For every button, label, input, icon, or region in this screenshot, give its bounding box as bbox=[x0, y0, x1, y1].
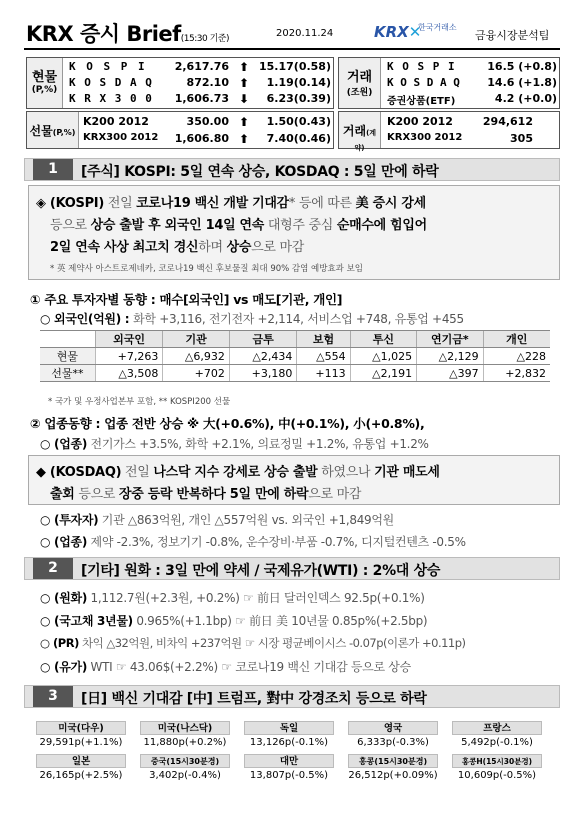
sector-trend-title: ② 업종동향 : 업종 전반 상승 ※ 大(+0.6%), 中(+0.1%), 小(+0.8%), bbox=[30, 416, 425, 431]
table-footnote: * 국가 및 우정사업본부 포함, ** KOSPI200 선물 bbox=[48, 397, 231, 407]
section-number: 1 bbox=[33, 159, 73, 180]
kosdaq-sector-line: ○ (업종) 제약 -2.3%, 정보기기 -0.8%, 운수장비·부품 -0.7%, 디지털컨텐츠 -0.5% bbox=[40, 535, 466, 549]
futures-row-krx300: KRX300 2012 1,606.80 ⬆ 7.40(0.46) bbox=[83, 132, 331, 146]
sector-line: ○ (업종) 전기가스 +3.5%, 화학 +2.1%, 의료정밀 +1.2%, 유통업 +1.2% bbox=[40, 437, 429, 451]
trading-label: 거래 (조원) bbox=[339, 58, 381, 108]
up-arrow-icon: ⬆ bbox=[239, 115, 250, 129]
world-index-france: 프랑스 5,492p(-0.1%) bbox=[452, 721, 542, 751]
futures-row-k200: K200 2012 350.00 ⬆ 1.50(0.43) bbox=[83, 115, 331, 129]
kospi-line-1: ◈ (KOSPI) 전일 코로나19 백신 개발 기대감* 등에 따른 美 증시 강세 bbox=[36, 196, 426, 211]
title-time: (15:30 기준) bbox=[180, 34, 229, 44]
section-number: 2 bbox=[33, 558, 73, 579]
open-interest-box bbox=[338, 111, 560, 152]
world-index-china: 중국(15시30분경) 3,402p(-0.4%) bbox=[140, 754, 230, 784]
department-name: 금융시장분석팀 bbox=[475, 29, 550, 42]
table-row: 현물 +7,263 △6,932 △2,434 △554 △1,025 △2,129 △228 bbox=[40, 348, 550, 365]
kospi-line-3: 2일 연속 사상 최고치 경신하며 상승으로 마감 bbox=[50, 240, 304, 255]
spot-row-kospi: K O S P I 2,617.76 ⬆ 15.17(0.58) bbox=[69, 60, 331, 74]
up-arrow-icon: ⬆ bbox=[239, 60, 250, 74]
trading-row-kospi: K O S P I 16.5 (+0.8) bbox=[387, 60, 557, 73]
up-arrow-icon: ⬆ bbox=[239, 132, 250, 146]
world-index-uk: 영국 6,333p(-0.3%) bbox=[348, 721, 438, 751]
open-interest-label: 거래(계약) bbox=[339, 112, 381, 148]
trading-row-etf: 증권상품(ETF) 4.2 (+0.0) bbox=[387, 92, 557, 107]
world-index-hongkong-h: 홍콩H(15시30분경) 10,609p(-0.5%) bbox=[452, 754, 542, 784]
investor-trend-title: ① 주요 투자자별 동향 : 매수[외국인] vs 매도[기관, 개인] bbox=[30, 292, 343, 307]
oi-row-k200: K200 2012 294,612 bbox=[387, 115, 533, 128]
kospi-footnote: * 英 제약사 아스트로제네카, 코로나19 백신 후보물질 최대 90% 감염 예방효과 보임 bbox=[50, 264, 364, 274]
krx-logo-subtitle: 한국거래소 bbox=[418, 23, 457, 32]
world-index-taiwan: 대만 13,807p(-0.5%) bbox=[244, 754, 334, 784]
section-title: [주식] KOSPI: 5일 연속 상승, KOSDAQ : 5일 만에 하락 bbox=[81, 164, 439, 180]
section-3-bar bbox=[24, 685, 560, 708]
oi-row-krx300: KRX300 2012 305 bbox=[387, 132, 533, 145]
world-index-us-nasdaq: 미국(나스닥) 11,880p(+0.2%) bbox=[140, 721, 230, 751]
section-title: [기타] 원화 : 3일 만에 약세 / 국제유가(WTI) : 2%대 상승 bbox=[81, 563, 441, 579]
kospi-line-2: 등으로 상승 출발 후 외국인 14일 연속 대형주 중심 순매수에 힘입어 bbox=[50, 218, 427, 233]
world-index-japan: 일본 26,165p(+2.5%) bbox=[36, 754, 126, 784]
bond-line: ○ (국고채 3년물) 0.965%(+1.1bp) ☞ 前日 美 10년물 0.85p%(+2.5bp) bbox=[40, 614, 428, 628]
spot-box bbox=[26, 57, 334, 109]
trading-row-kosdaq: K O S D A Q 14.6 (+1.8) bbox=[387, 76, 557, 89]
section-number: 3 bbox=[33, 686, 73, 707]
report-date: 2020.11.24 bbox=[276, 28, 334, 39]
futures-label: 선물(P,%) bbox=[27, 112, 79, 148]
section-1-bar bbox=[24, 158, 560, 181]
trading-box bbox=[338, 57, 560, 109]
brief-title: KRX 증시 Brief(15:30 기준) bbox=[26, 22, 229, 46]
investor-table bbox=[40, 330, 550, 382]
table-header-row: 외국인 기관 금투 보험 투신 연기금* 개인 bbox=[40, 331, 550, 348]
table-row: 선물** △3,508 +702 +3,180 +113 △2,191 △397 +2,832 bbox=[40, 365, 550, 382]
fx-line: ○ (원화) 1,112.7원(+2.3원, +0.2%) ☞ 前日 달러인덱스 92.5p(+0.1%) bbox=[40, 591, 425, 605]
world-index-us-dow: 미국(다우) 29,591p(+1.1%) bbox=[36, 721, 126, 751]
spot-row-krx300: K R X 3 0 0 1,606.73 ⬇ 6.23(0.39) bbox=[69, 92, 331, 106]
up-arrow-icon: ⬆ bbox=[239, 76, 250, 90]
futures-box bbox=[26, 111, 334, 149]
kosdaq-line-1: ◆ (KOSDAQ) 전일 나스닥 지수 강세로 상승 출발 하였으나 기관 매도세 bbox=[36, 465, 440, 480]
spot-row-kosdaq: K O S D A Q 872.10 ⬆ 1.19(0.14) bbox=[69, 76, 331, 90]
world-index-hongkong: 홍콩(15시30분경) 26,512p(+0.09%) bbox=[348, 754, 438, 784]
down-arrow-icon: ⬇ bbox=[239, 92, 250, 106]
foreign-investor-line: ○ 외국인(억원) : 화학 +3,116, 전기전자 +2,114, 서비스업 +748, 유통업 +455 bbox=[40, 312, 464, 326]
section-title: [日] 백신 기대감 [中] 트럼프, 對中 강경조치 등으로 하락 bbox=[81, 691, 427, 707]
spot-label: 현물 (P,%) bbox=[27, 58, 63, 108]
program-trading-line: ○ (PR) 차익 △32억원, 비차익 +237억원 ☞ 시장 평균베이시스 -0.07p(이론가 +0.11p) bbox=[40, 636, 466, 650]
world-index-germany: 독일 13,126p(-0.1%) bbox=[244, 721, 334, 751]
section-2-bar bbox=[24, 557, 560, 580]
page-header bbox=[24, 18, 560, 50]
oil-line: ○ (유가) WTI ☞ 43.06$(+2.2%) ☞ 코로나19 백신 기대감 등으로 상승 bbox=[40, 660, 411, 674]
krx-logo: KRX✕ bbox=[374, 23, 422, 41]
kosdaq-investor-line: ○ (투자자) 기관 △863억원, 개인 △557억원 vs. 외국인 +1,849억원 bbox=[40, 513, 394, 527]
kosdaq-line-2: 출회 등으로 장중 등락 반복하다 5일 만에 하락으로 마감 bbox=[50, 487, 362, 502]
